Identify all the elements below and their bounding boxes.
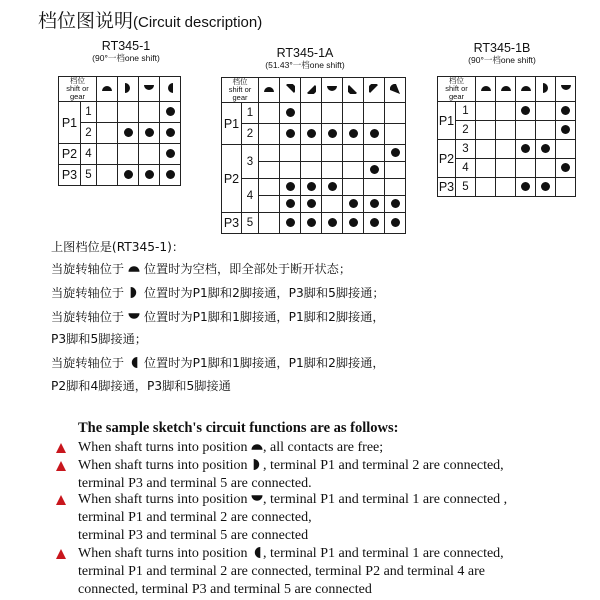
en-item-3-cont2: terminal P3 and terminal 5 are connected bbox=[78, 528, 309, 543]
position-upper-left-icon bbox=[364, 78, 385, 103]
cn-line-2: 当旋转轴位于 位置时为P1脚和2脚接通，P3脚和5脚接通； bbox=[51, 286, 385, 300]
table-subtitle: (90°一档one shift) bbox=[92, 53, 160, 63]
position-top-half-icon bbox=[516, 77, 536, 102]
contact-dot bbox=[343, 124, 364, 145]
contact-dot bbox=[556, 159, 576, 178]
contact-dot bbox=[364, 196, 385, 213]
contact-dot bbox=[301, 179, 322, 196]
contact-dot bbox=[280, 179, 301, 196]
group-label: P1 bbox=[59, 102, 81, 144]
position-bottom-half-icon bbox=[556, 77, 576, 102]
contact-dot bbox=[364, 162, 385, 179]
contact-dot bbox=[301, 124, 322, 145]
header-cn: 档位 bbox=[232, 77, 248, 86]
contact-dot bbox=[536, 178, 556, 197]
en-item-1: When shaft turns into position , all contacts are free; bbox=[78, 440, 384, 455]
contact-dot bbox=[301, 213, 322, 234]
title-en: (Circuit description) bbox=[133, 14, 263, 31]
en-item-4: When shaft turns into position , terminal P1 and terminal 1 are connected, bbox=[78, 546, 504, 561]
terminal-label: 4 bbox=[456, 159, 476, 178]
position-left-half-icon bbox=[160, 77, 181, 102]
contact-dot bbox=[118, 123, 139, 144]
position-top-half-icon bbox=[259, 78, 280, 103]
contact-dot bbox=[343, 213, 364, 234]
en-heading: The sample sketch's circuit functions are as follows: bbox=[78, 420, 399, 436]
table-caption-rt345-1a bbox=[245, 46, 365, 70]
terminal-label: 2 bbox=[242, 124, 259, 145]
header-en: shift or gear bbox=[66, 84, 89, 101]
terminal-label: 5 bbox=[242, 213, 259, 234]
cn-line-3-cont: P3脚和5脚接通； bbox=[51, 332, 147, 346]
bullet-triangle-icon bbox=[56, 549, 66, 559]
position-left-half-icon bbox=[251, 547, 263, 558]
group-label: P2 bbox=[59, 144, 81, 165]
contact-dot bbox=[139, 123, 160, 144]
position-top-half-icon bbox=[476, 77, 496, 102]
contact-dot bbox=[322, 124, 343, 145]
terminal-label: 1 bbox=[81, 102, 97, 123]
position-bottom-half-icon bbox=[251, 493, 263, 504]
contact-cell bbox=[118, 102, 139, 123]
contact-dot bbox=[322, 213, 343, 234]
position-lower-left-icon bbox=[343, 78, 364, 103]
position-bottom-half-icon bbox=[128, 311, 140, 322]
table-name: RT345-1B bbox=[473, 41, 531, 55]
bullet-triangle-icon bbox=[56, 495, 66, 505]
terminal-label: 2 bbox=[81, 123, 97, 144]
terminal-label: 1 bbox=[456, 102, 476, 121]
position-top-half-icon bbox=[251, 441, 263, 452]
table-name: RT345-1A bbox=[276, 46, 334, 60]
contact-dot bbox=[364, 124, 385, 145]
group-label: P1 bbox=[438, 102, 456, 140]
contact-dot bbox=[516, 140, 536, 159]
group-label: P3 bbox=[222, 213, 242, 234]
position-right-half-icon bbox=[128, 287, 140, 298]
terminal-label: 3 bbox=[242, 145, 259, 179]
position-top-half-icon bbox=[128, 263, 140, 274]
contact-dot bbox=[160, 165, 181, 186]
contact-dot bbox=[385, 145, 406, 162]
switch-table-rt345-1a bbox=[221, 77, 406, 234]
terminal-label: 1 bbox=[242, 103, 259, 124]
terminal-label: 3 bbox=[456, 140, 476, 159]
position-left-half-icon bbox=[128, 357, 140, 368]
position-right-half-icon bbox=[536, 77, 556, 102]
terminal-label: 5 bbox=[81, 165, 97, 186]
contact-dot bbox=[556, 121, 576, 140]
contact-cell bbox=[118, 144, 139, 165]
table-caption-rt345-1 bbox=[66, 39, 186, 63]
terminal-label: 4 bbox=[81, 144, 97, 165]
contact-dot bbox=[343, 196, 364, 213]
contact-dot bbox=[280, 213, 301, 234]
header-cell bbox=[222, 78, 259, 103]
group-label: P1 bbox=[222, 103, 242, 145]
header-en: shift or gear bbox=[228, 85, 252, 102]
group-label: P2 bbox=[222, 145, 242, 213]
position-right-half-icon bbox=[251, 459, 263, 470]
contact-cell bbox=[97, 165, 118, 186]
table-name: RT345-1 bbox=[101, 39, 151, 53]
contact-dot bbox=[516, 178, 536, 197]
position-top-right-icon bbox=[385, 78, 406, 103]
contact-dot bbox=[280, 124, 301, 145]
contact-cell bbox=[139, 144, 160, 165]
contact-cell bbox=[97, 144, 118, 165]
contact-cell bbox=[97, 102, 118, 123]
switch-table-rt345-1b bbox=[437, 76, 576, 197]
contact-dot bbox=[280, 103, 301, 124]
terminal-label: 5 bbox=[456, 178, 476, 197]
bullet-triangle-icon bbox=[56, 461, 66, 471]
bullet-triangle-icon bbox=[56, 443, 66, 453]
en-item-2: When shaft turns into position , terminal P1 and terminal 2 are connected, bbox=[78, 458, 504, 473]
contact-dot bbox=[160, 144, 181, 165]
cn-line-4: 当旋转轴位于 位置时为P1脚和1脚接通，P1脚和2脚接通， bbox=[51, 356, 385, 370]
header-cell bbox=[438, 77, 476, 102]
en-item-2-cont: terminal P3 and terminal 5 are connected. bbox=[78, 476, 312, 491]
contact-dot bbox=[385, 213, 406, 234]
group-label: P3 bbox=[438, 178, 456, 197]
terminal-label: 2 bbox=[456, 121, 476, 140]
contact-dot bbox=[516, 102, 536, 121]
table-subtitle: (51.43°一档one shift) bbox=[265, 60, 345, 70]
position-top-half-icon bbox=[97, 77, 118, 102]
position-lower-right-icon bbox=[301, 78, 322, 103]
cn-intro: 上图档位是(RT345-1)： bbox=[51, 240, 185, 254]
contact-dot bbox=[385, 196, 406, 213]
contact-dot bbox=[160, 123, 181, 144]
header-en: shift or gear bbox=[445, 84, 468, 101]
contact-dot bbox=[118, 165, 139, 186]
contact-dot bbox=[139, 165, 160, 186]
group-label: P2 bbox=[438, 140, 456, 178]
position-bottom-half-icon bbox=[139, 77, 160, 102]
contact-dot bbox=[301, 196, 322, 213]
page-title bbox=[38, 6, 262, 33]
contact-dot bbox=[160, 102, 181, 123]
contact-dot bbox=[556, 102, 576, 121]
contact-dot bbox=[322, 179, 343, 196]
contact-cell bbox=[139, 102, 160, 123]
position-right-half-icon bbox=[118, 77, 139, 102]
position-upper-right-icon bbox=[280, 78, 301, 103]
en-item-3-cont: terminal P1 and terminal 2 are connected, bbox=[78, 510, 312, 525]
group-label: P3 bbox=[59, 165, 81, 186]
cn-line-1: 当旋转轴位于 位置时为空档，即全部处于断开状态； bbox=[51, 262, 352, 276]
terminal-label: 4 bbox=[242, 179, 259, 213]
cn-line-4-cont: P2脚和4脚接通，P3脚和5脚接通 bbox=[51, 379, 231, 393]
header-cell bbox=[59, 77, 97, 102]
table-subtitle: (90°一档one shift) bbox=[468, 55, 536, 65]
title-cn: 档位图说明 bbox=[38, 10, 134, 32]
contact-dot bbox=[536, 140, 556, 159]
contact-dot bbox=[280, 196, 301, 213]
cn-line-3: 当旋转轴位于 位置时为P1脚和1脚接通，P1脚和2脚接通， bbox=[51, 310, 385, 324]
table-caption-rt345-1b bbox=[442, 41, 562, 65]
contact-dot bbox=[364, 213, 385, 234]
en-item-3: When shaft turns into position , terminal P1 and terminal 1 are connected , bbox=[78, 492, 508, 507]
position-bottom-half-icon bbox=[322, 78, 343, 103]
header-cn: 档位 bbox=[70, 76, 85, 85]
header-cn: 档位 bbox=[449, 76, 464, 85]
en-item-4-cont2: connected, terminal P3 and terminal 5 are connected bbox=[78, 582, 372, 597]
switch-table-rt345-1 bbox=[58, 76, 181, 186]
position-top-half-icon bbox=[496, 77, 516, 102]
en-item-4-cont: terminal P1 and terminal 2 are connected, terminal P2 and terminal 4 are bbox=[78, 564, 486, 579]
contact-cell bbox=[97, 123, 118, 144]
